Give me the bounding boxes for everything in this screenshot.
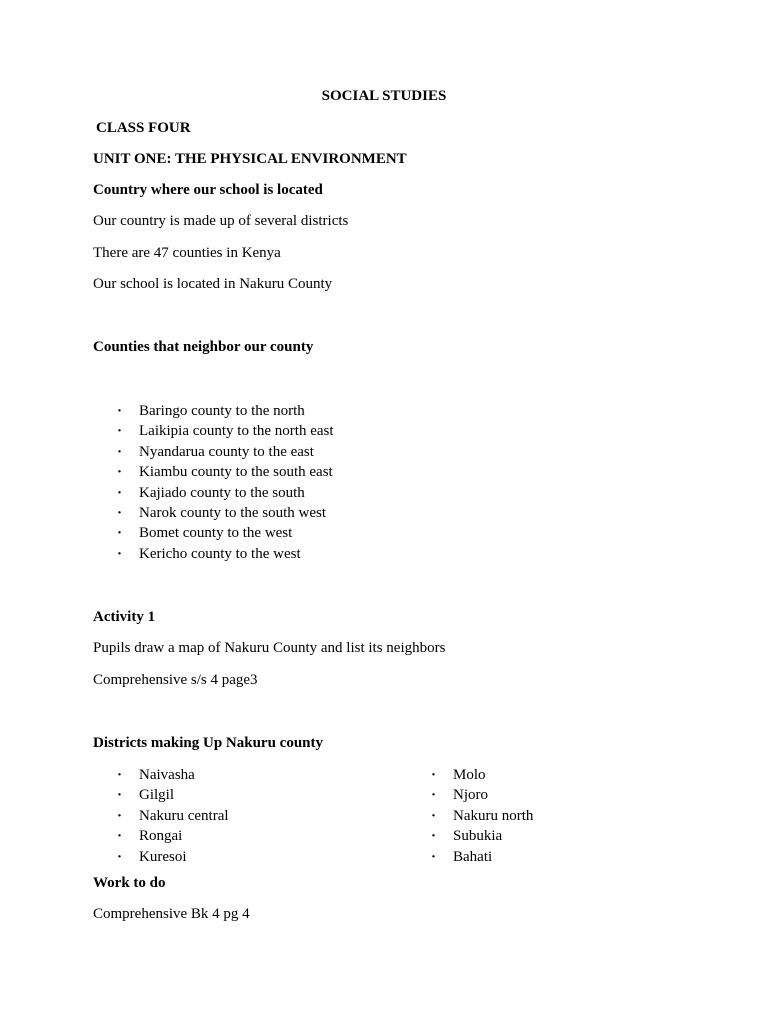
bullet-icon: · xyxy=(117,767,123,783)
bullet-icon: · xyxy=(117,828,123,845)
bullet-icon: · xyxy=(117,504,123,521)
activity-line-1: Pupils draw a map of Nakuru County and list its neighbors xyxy=(93,640,446,656)
bullet-icon: · xyxy=(117,403,123,419)
class-label: CLASS FOUR xyxy=(96,120,191,136)
bullet-icon: · xyxy=(117,423,123,440)
work-line: Comprehensive Bk 4 pg 4 xyxy=(93,906,250,922)
bullet-icon: · xyxy=(117,484,123,501)
bullet-icon: · xyxy=(117,464,123,481)
country-line-3: Our school is located in Nakuru County xyxy=(93,276,333,292)
bullet-icon: · xyxy=(431,787,437,804)
bullet-icon: · xyxy=(117,848,123,865)
bullet-icon: · xyxy=(117,545,123,562)
document-title: SOCIAL STUDIES xyxy=(321,88,447,104)
bullet-icon: · xyxy=(431,767,437,783)
activity-heading: Activity 1 xyxy=(93,609,156,625)
bullet-icon: · xyxy=(117,443,123,460)
document-page: SOCIAL STUDIES CLASS FOUR UNIT ONE: THE PHYSICAL ENVIRONMENT Country where our school is located Our country is made up of several districts There are 47 counties in Kenya Our school is located in Nakuru County Counties that neighbor our county · Baringo county to the north · Laikipia county to the north east · Nyandarua county to the east · Kiambu county to the south east · Kajiado county to the south · Narok county to the south west · Bomet county to the west · Kericho county to the west Activity 1 Pupils draw a map of Nakuru County and list its neighbors Comprehensive s/s 4 page3 Districts making Up Nakuru county · Naivasha · Gilgil · Nakuru central · Rongai · Kuresoi · Molo · Njoro · Nakuru north · Subukia · Bahati Work to do Comprehensive Bk 4 pg 4 xyxy=(0,0,768,1024)
bullet-icon: · xyxy=(431,848,437,865)
neighbors-heading: Counties that neighbor our county xyxy=(93,339,314,355)
activity-line-2: Comprehensive s/s 4 page3 xyxy=(93,672,258,688)
bullet-icon: · xyxy=(431,828,437,845)
country-heading: Country where our school is located xyxy=(93,182,323,198)
country-line-2: There are 47 counties in Kenya xyxy=(93,245,281,261)
districts-heading: Districts making Up Nakuru county xyxy=(93,735,324,751)
bullet-icon: · xyxy=(431,807,437,824)
bullet-icon: · xyxy=(117,807,123,824)
unit-heading: UNIT ONE: THE PHYSICAL ENVIRONMENT xyxy=(93,151,407,167)
work-heading: Work to do xyxy=(93,875,166,891)
bullet-icon: · xyxy=(117,525,123,542)
country-line-1: Our country is made up of several districts xyxy=(93,213,349,229)
bullet-icon: · xyxy=(117,787,123,804)
